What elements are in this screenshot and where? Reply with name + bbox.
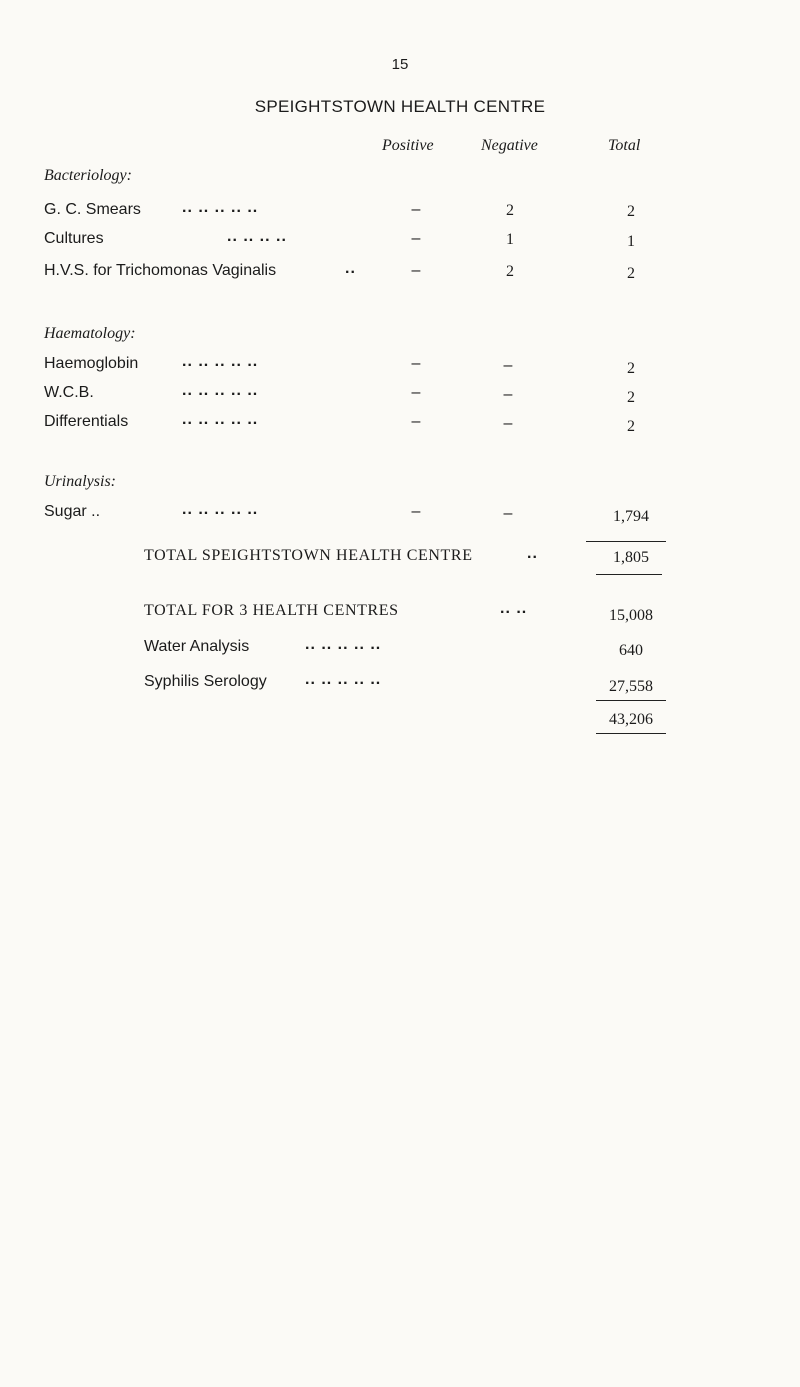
row-label: Differentials — [44, 413, 129, 430]
positive-value: – — [411, 413, 421, 430]
row-label: H.V.S. for Trichomonas Vaginalis — [44, 262, 277, 279]
total-value: 2 — [627, 418, 635, 435]
rule-below-grand-total — [596, 733, 666, 734]
column-header-total: Total — [608, 137, 641, 154]
section-heading-urinalysis: Urinalysis: — [44, 473, 116, 490]
total-value: 2 — [627, 203, 635, 220]
negative-value: – — [503, 357, 513, 374]
row-label: Cultures — [44, 230, 104, 247]
row-label: G. C. Smears — [44, 201, 141, 218]
row-label: W.C.B. — [44, 384, 94, 401]
negative-value: 2 — [506, 202, 514, 219]
row-label: Sugar .. — [44, 503, 101, 520]
leader-dots: .. .. — [500, 600, 528, 617]
negative-value: – — [503, 415, 513, 432]
page-title: SPEIGHTSTOWN HEALTH CENTRE — [254, 97, 546, 116]
total-value: 2 — [627, 265, 635, 282]
summary-label: TOTAL FOR 3 HEALTH CENTRES — [144, 602, 399, 619]
column-header-negative: Negative — [481, 137, 538, 154]
page-number: 15 — [391, 56, 409, 73]
positive-value: – — [411, 355, 421, 372]
summary-value: 15,008 — [609, 607, 653, 624]
section-heading-bacteriology: Bacteriology: — [44, 167, 132, 184]
positive-value: – — [411, 201, 421, 218]
negative-value: 1 — [506, 231, 514, 248]
rule-below-centre-total — [596, 574, 662, 575]
leader-dots: .. .. .. .. .. — [182, 411, 259, 428]
negative-value: – — [503, 505, 513, 522]
leader-dots: .. .. .. .. .. — [305, 636, 382, 653]
total-value: 2 — [627, 360, 635, 377]
leader-dots: .. .. .. .. .. — [182, 353, 259, 370]
total-value: 1,794 — [613, 508, 649, 525]
total-value: 2 — [627, 389, 635, 406]
total-value: 1 — [627, 233, 635, 250]
leader-dots: .. .. .. .. .. — [182, 501, 259, 518]
leader-dots: .. .. .. .. — [227, 228, 287, 245]
positive-value: – — [411, 503, 421, 520]
positive-value: – — [411, 384, 421, 401]
negative-value: – — [503, 386, 513, 403]
centre-total-label: TOTAL SPEIGHTSTOWN HEALTH CENTRE — [144, 547, 473, 564]
summary-label: Syphilis Serology — [144, 673, 267, 690]
leader-dots: .. — [345, 260, 356, 277]
negative-value: 2 — [506, 263, 514, 280]
summary-value: 27,558 — [609, 678, 653, 695]
section-heading-haematology: Haematology: — [44, 325, 136, 342]
summary-label: Water Analysis — [144, 638, 250, 655]
rule-above-centre-total — [586, 541, 666, 542]
leader-dots: .. — [527, 545, 538, 562]
row-label: Haemoglobin — [44, 355, 139, 372]
leader-dots: .. .. .. .. .. — [182, 382, 259, 399]
positive-value: – — [411, 262, 421, 279]
grand-total-value: 43,206 — [609, 711, 653, 728]
leader-dots: .. .. .. .. .. — [182, 199, 259, 216]
leader-dots: .. .. .. .. .. — [305, 671, 382, 688]
positive-value: – — [411, 230, 421, 247]
rule-above-grand-total — [596, 700, 666, 701]
column-header-positive: Positive — [382, 137, 434, 154]
summary-value: 640 — [619, 642, 643, 659]
centre-total-value: 1,805 — [613, 549, 649, 566]
